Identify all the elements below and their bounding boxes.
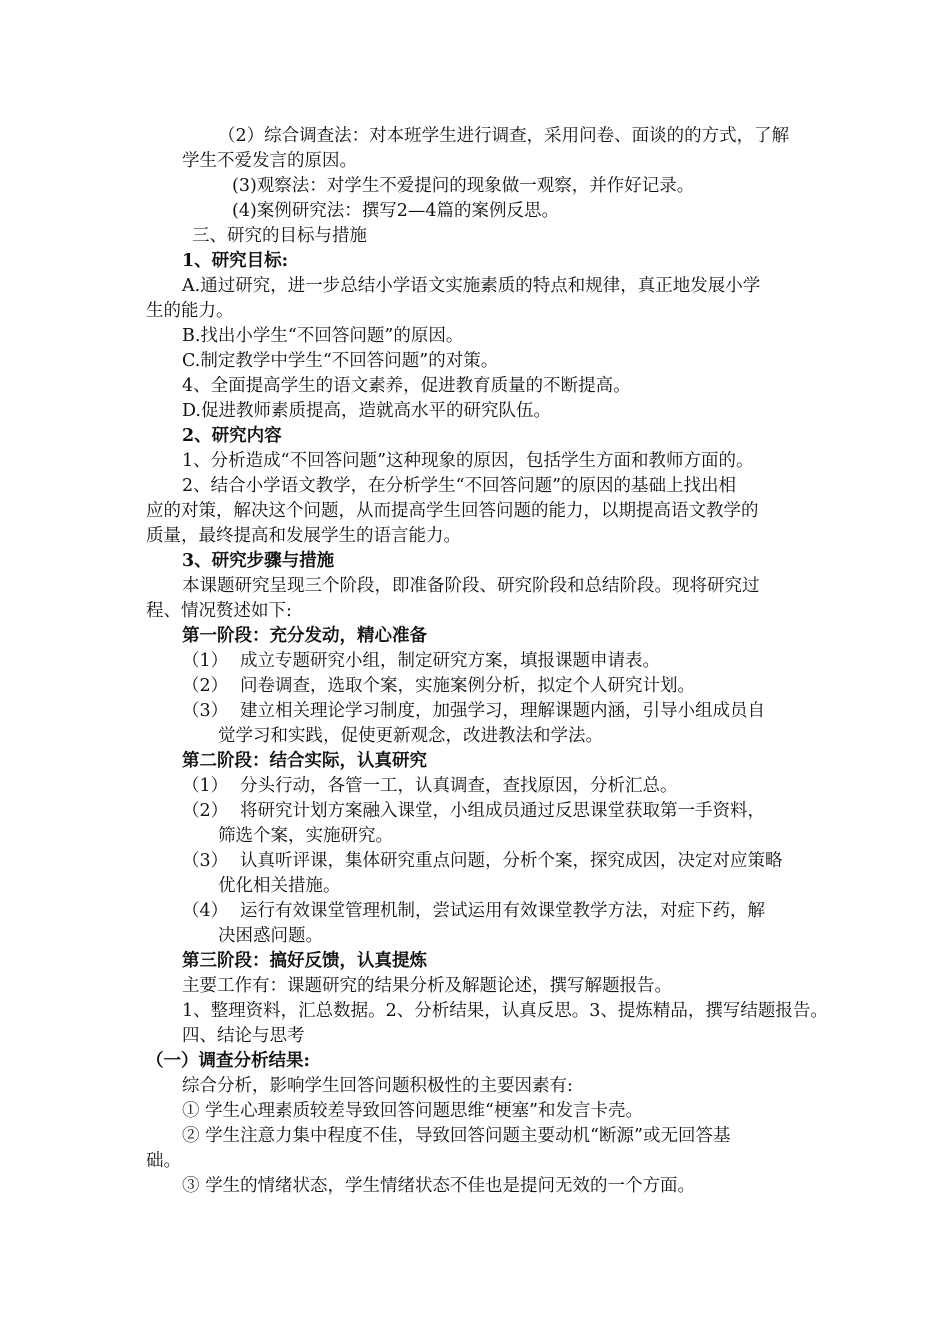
phase-2-item-3-line-2: 优化相关措施。 [218, 876, 341, 896]
goal-c: C.制定教学中学生“不回答问题”的对策。 [182, 351, 499, 371]
research-steps-heading: 3、研究步骤与措施 [182, 551, 335, 571]
phase-1-item-3-line-1: 建立相关理论学习制度，加强学习，理解课题内涵，引导小组成员自 [240, 701, 765, 721]
content-2-line-1: 2、结合小学语文教学，在分析学生“不回答问题”的原因的基础上找出相 [182, 476, 737, 496]
phase-2-item-2-line-2: 筛选个案，实施研究。 [218, 826, 393, 846]
goal-4: 4、全面提高学生的语文素养，促进教育质量的不断提高。 [182, 376, 631, 396]
goal-a-line-2: 生的能力。 [146, 301, 234, 321]
survey-results-heading: （一）调查分析结果: [146, 1051, 310, 1071]
phase-1-heading: 第一阶段：充分发动，精心准备 [182, 626, 427, 646]
research-goals-heading: 1、研究目标: [182, 251, 289, 271]
method-2-line-2: 学生不爱发言的原因。 [182, 151, 357, 171]
research-content-heading: 2、研究内容 [182, 426, 282, 446]
content-2-line-3: 质量，最终提高和发展学生的语言能力。 [146, 526, 461, 546]
method-4: (4)案例研究法：撰写2—4篇的案例反思。 [232, 201, 560, 221]
phase-1-item-3-line-2: 觉学习和实践，促使更新观念，改进教法和学法。 [218, 726, 603, 746]
phase-1-item-2: 问卷调查，选取个案，实施案例分析，拟定个人研究计划。 [240, 676, 695, 696]
phase-2-item-2-number: （2） [182, 801, 229, 821]
phase-3-steps: 1、整理资料，汇总数据。2、分析结果，认真反思。3、提炼精品，撰写结题报告。 [182, 1001, 828, 1021]
phase-2-item-1-number: （1） [182, 776, 229, 796]
phase-1-item-1: 成立专题研究小组，制定研究方案，填报课题申请表。 [240, 651, 660, 671]
phase-2-item-1: 分头行动，各管一工，认真调查，查找原因，分析汇总。 [240, 776, 678, 796]
phase-1-item-1-number: （1） [182, 651, 229, 671]
phase-2-item-4-line-2: 决困惑问题。 [218, 926, 323, 946]
factor-3: ③ 学生的情绪状态，学生情绪状态不佳也是提问无效的一个方面。 [182, 1176, 696, 1196]
phase-2-item-3-line-1: 认真听评课，集体研究重点问题，分析个案，探究成因，决定对应策略 [240, 851, 783, 871]
factor-1: ① 学生心理素质较差导致回答问题思维“梗塞”和发言卡壳。 [182, 1101, 643, 1121]
phase-2-item-2-line-1: 将研究计划方案融入课堂，小组成员通过反思课堂获取第一手资料， [240, 801, 765, 821]
goal-b: B.找出小学生“不回答问题”的原因。 [182, 326, 464, 346]
factor-2-line-2: 础。 [146, 1151, 181, 1171]
phase-2-heading: 第二阶段：结合实际，认真研究 [182, 751, 427, 771]
phase-2-item-4-line-1: 运行有效课堂管理机制，尝试运用有效课堂教学方法，对症下药，解 [240, 901, 765, 921]
steps-intro-line-2: 程、情况赘述如下: [146, 601, 292, 621]
phase-2-item-3-number: （3） [182, 851, 229, 871]
phase-3-main-work: 主要工作有：课题研究的结果分析及解题论述，撰写解题报告。 [182, 976, 672, 996]
section-3-heading: 三、研究的目标与措施 [192, 226, 367, 246]
steps-intro-line-1: 本课题研究呈现三个阶段，即准备阶段、研究阶段和总结阶段。现将研究过 [182, 576, 760, 596]
method-2-line-1: （2）综合调查法：对本班学生进行调查，采用问卷、面谈的的方式，了解 [218, 126, 790, 146]
phase-2-item-4-number: （4） [182, 901, 229, 921]
goal-a-line-1: A.通过研究，进一步总结小学语文实施素质的特点和规律，真正地发展小学 [182, 276, 761, 296]
factor-2-line-1: ② 学生注意力集中程度不佳，导致回答问题主要动机“断源”或无回答基 [182, 1126, 731, 1146]
goal-d: D.促进教师素质提高，造就高水平的研究队伍。 [182, 401, 551, 421]
content-1: 1、分析造成“不回答问题”这种现象的原因，包括学生方面和教师方面的。 [182, 451, 754, 471]
phase-1-item-3-number: （3） [182, 701, 229, 721]
content-2-line-2: 应的对策，解决这个问题，从而提高学生回答问题的能力，以期提高语文教学的 [146, 501, 759, 521]
phase-1-item-2-number: （2） [182, 676, 229, 696]
section-4-heading: 四、结论与思考 [182, 1026, 305, 1046]
phase-3-heading: 第三阶段：搞好反馈，认真提炼 [182, 951, 427, 971]
survey-intro: 综合分析，影响学生回答问题积极性的主要因素有: [182, 1076, 573, 1096]
method-3: (3)观察法：对学生不爱提问的现象做一观察，并作好记录。 [232, 176, 695, 196]
